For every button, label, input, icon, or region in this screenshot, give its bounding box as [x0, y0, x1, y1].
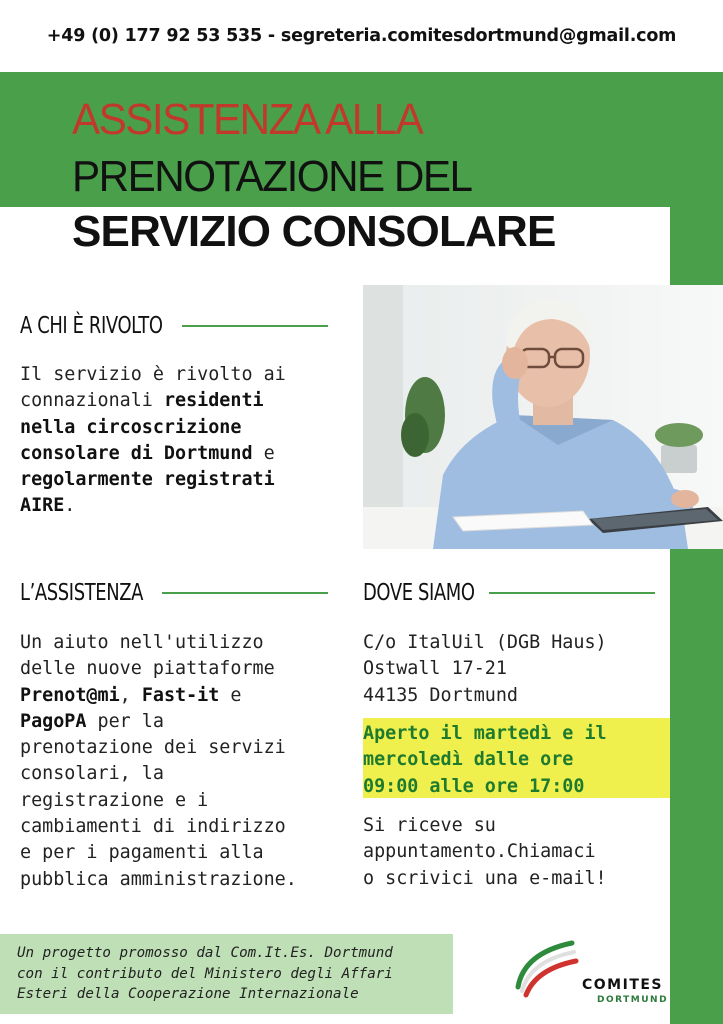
title-line-3: SERVIZIO CONSOLARE: [72, 207, 556, 256]
text-segment: delle nuove piattaforme: [20, 658, 275, 680]
text-line: [20, 467, 286, 493]
bold-segment: AIRE: [20, 495, 65, 517]
bold-segment: consolare di Dortmund: [20, 442, 253, 464]
text-segment: pubblica amministrazione.: [20, 868, 297, 890]
bold-segment: Fast-it: [141, 684, 220, 706]
text-segment: e per i pagamenti alla: [20, 842, 264, 864]
bold-segment: PagoPA: [20, 710, 87, 732]
text-line: [20, 656, 297, 682]
footer-credits: [17, 943, 393, 1005]
contact-line: [47, 26, 676, 46]
logo-name: COMITES: [582, 977, 664, 993]
hours-line: Aperto il martedì e il: [363, 723, 607, 744]
target-text: [20, 362, 286, 520]
phone-number[interactable]: +49 (0) 177 92 53 535: [46, 26, 263, 46]
text-segment: per la: [86, 710, 164, 732]
appointment-line: Si riceve su: [363, 815, 496, 836]
text-line: [20, 362, 286, 388]
logo-city: DORTMUND: [597, 995, 669, 1005]
comites-logo-icon: [510, 935, 580, 1005]
text-line: [20, 761, 297, 787]
text-segment: connazionali: [20, 390, 164, 412]
text-segment: Il servizio è rivolto ai: [20, 364, 286, 385]
address-block: [363, 630, 607, 709]
text-segment: registrazione e i: [20, 789, 209, 811]
text-line: [20, 415, 286, 441]
hours-line: mercoledì dalle ore: [363, 749, 574, 771]
text-line: [20, 867, 297, 893]
contact-separator: -: [267, 26, 275, 46]
text-line: [20, 840, 297, 866]
footer-line: Un progetto promosso dal Com.It.Es. Dortmund: [17, 945, 393, 961]
text-line: [20, 735, 297, 761]
text-segment: Un aiuto nell'utilizzo: [20, 632, 264, 653]
bold-segment: Prenot@mi: [20, 684, 120, 706]
text-segment: cambiamenti di indirizzo: [20, 816, 286, 838]
address-line: Ostwall 17-21: [363, 658, 507, 680]
text-line: [20, 630, 297, 656]
title-line-2: PRENOTAZIONE DEL: [72, 152, 472, 201]
appointment-line: appuntamento.Chiamaci: [363, 841, 596, 863]
text-segment: consolari, la: [20, 763, 164, 785]
text-segment: e: [252, 442, 275, 464]
contact-bar: [0, 0, 723, 72]
appointment-text: [363, 813, 607, 892]
hours-line: 09:00 alle ore 17:00: [363, 775, 585, 797]
text-line: [20, 683, 297, 709]
text-segment: prenotazione dei servizi: [20, 737, 286, 759]
heading-location-rule: [489, 592, 655, 594]
address-line: C/o ItalUil (DGB Haus): [363, 632, 607, 653]
text-segment: e: [219, 684, 242, 706]
text-line: [20, 814, 297, 840]
text-line: [20, 441, 286, 467]
text-segment: ,: [119, 684, 142, 706]
title-line-1: ASSISTENZA ALLA: [72, 95, 423, 144]
opening-hours: [363, 721, 607, 800]
footer-line: Esteri della Cooperazione Internazionale: [17, 986, 359, 1002]
heading-location: DOVE SIAMO: [363, 580, 475, 606]
elderly-man-illustration: [363, 285, 723, 549]
email-address[interactable]: segreteria.comitesdortmund@gmail.com: [280, 26, 677, 46]
heading-target: A CHI È RIVOLTO: [20, 313, 163, 339]
assistance-text: [20, 630, 297, 893]
bold-segment: regolarmente registrati: [20, 469, 275, 491]
appointment-line: o scrivici una e-mail!: [363, 867, 607, 889]
text-line: [20, 788, 297, 814]
elderly-man-photo: [363, 285, 723, 549]
bold-segment: nella circoscrizione: [20, 416, 242, 438]
footer-line: con il contributo del Ministero degli Affari: [17, 965, 393, 982]
heading-assistance: L’ASSISTENZA: [20, 580, 144, 606]
text-line: [20, 709, 297, 735]
heading-assistance-rule: [162, 592, 328, 594]
bold-segment: residenti: [163, 390, 264, 412]
text-line: [20, 493, 286, 519]
text-segment: .: [64, 495, 76, 517]
heading-target-rule: [182, 325, 328, 327]
address-line: 44135 Dortmund: [363, 684, 519, 706]
text-line: [20, 388, 286, 414]
